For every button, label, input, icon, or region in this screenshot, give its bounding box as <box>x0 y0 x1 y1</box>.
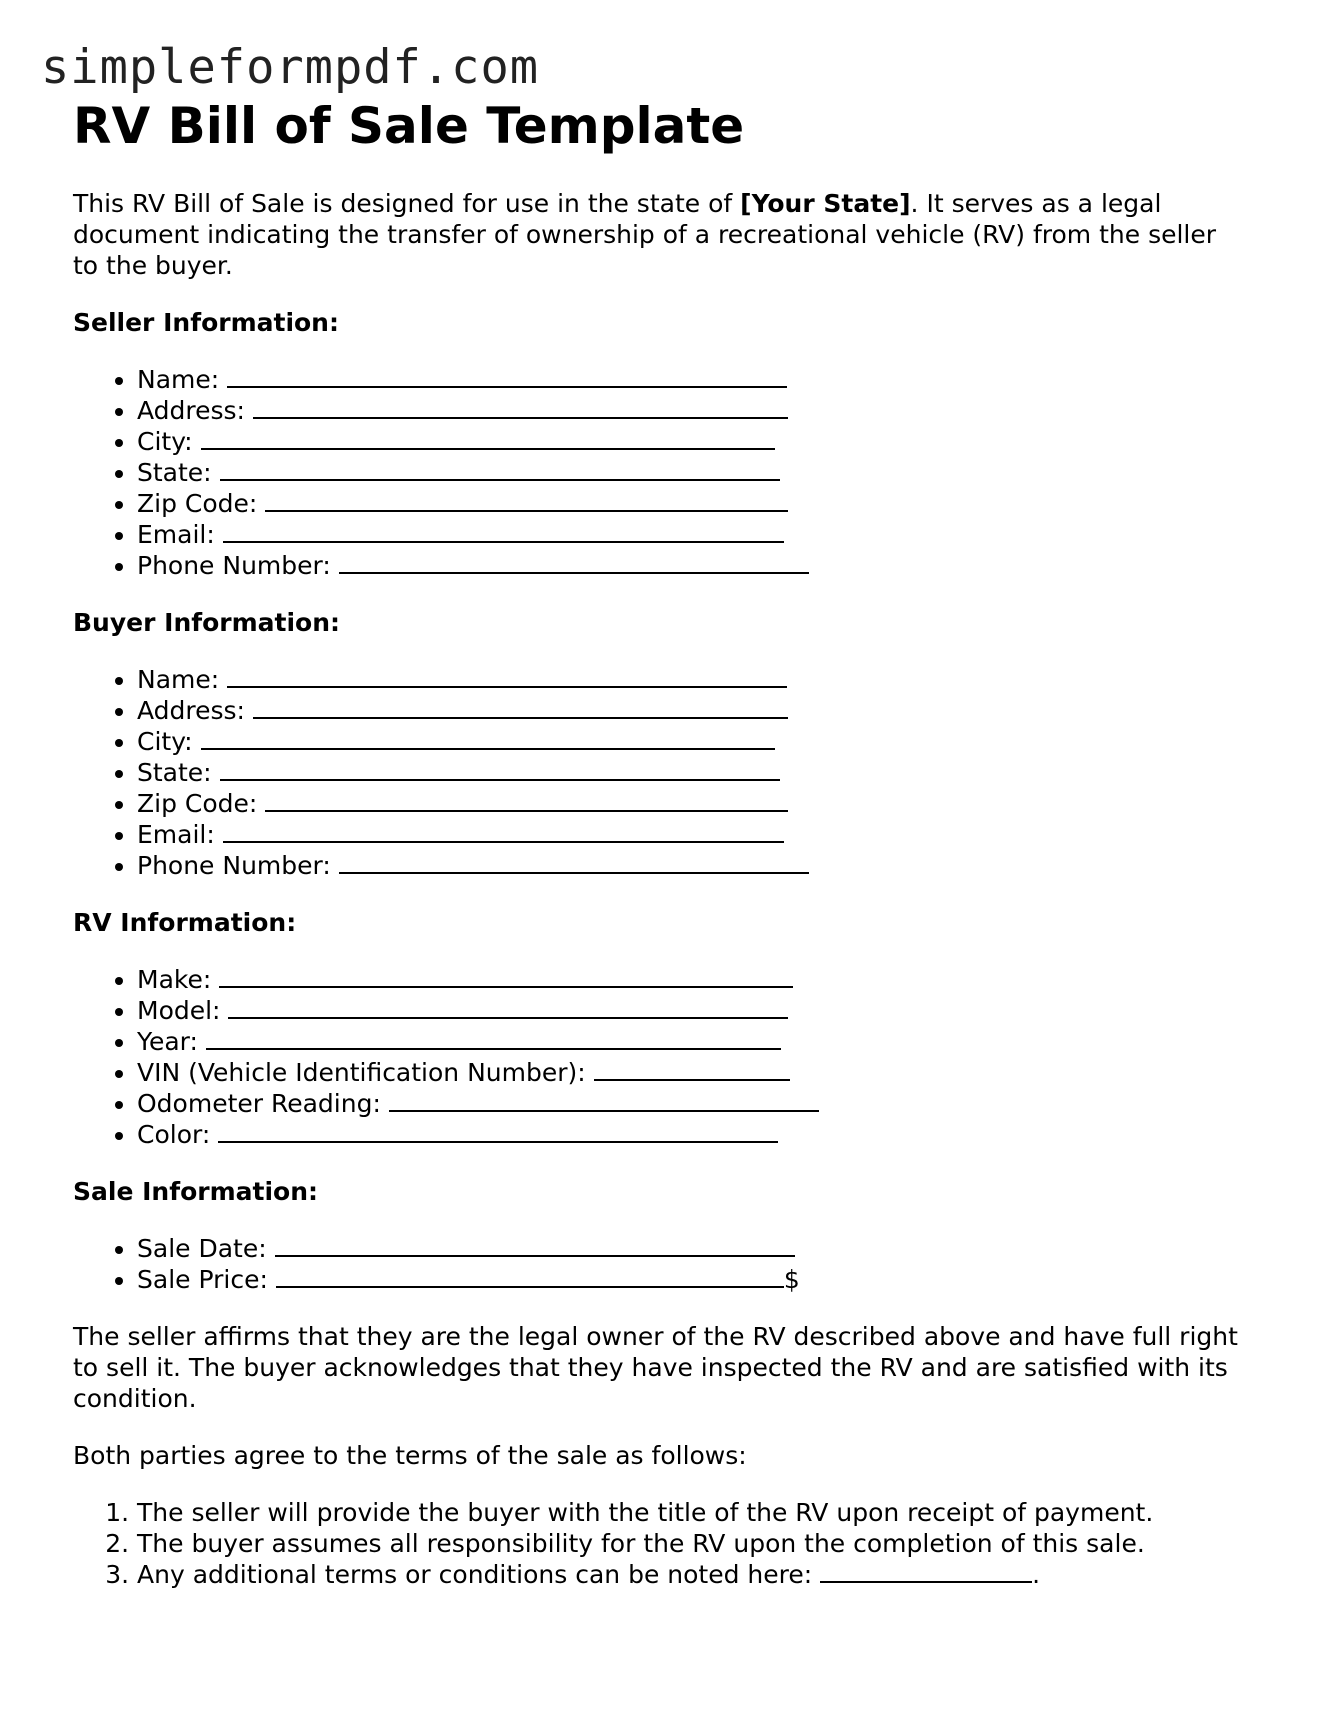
sale-date-item <box>137 1233 1253 1264</box>
rv-odometer-item <box>137 1088 1253 1119</box>
intro-text-1: This RV Bill of Sale is designed for use in the state of <box>73 189 741 218</box>
term-text: The seller will provide the buyer with the title of the RV upon receipt of payment. <box>137 1498 1154 1527</box>
seller-name-item <box>137 364 1253 395</box>
intro-paragraph <box>73 188 1223 281</box>
field-label: Phone Number: <box>137 851 331 880</box>
term-item <box>137 1497 1253 1528</box>
field-label: Sale Price: <box>137 1265 268 1294</box>
currency-symbol: $ <box>783 1265 800 1294</box>
field-label: City: <box>137 427 193 456</box>
field-label: Color: <box>137 1120 211 1149</box>
sale-heading: Sale Information: <box>73 1177 318 1206</box>
buyer-city-item <box>137 726 1253 757</box>
field-label: Sale Date: <box>137 1234 267 1263</box>
seller-address-blank[interactable] <box>253 395 788 419</box>
buyer-phone-blank[interactable] <box>339 850 809 874</box>
buyer-zip-item <box>137 788 1253 819</box>
term-text: Any additional terms or conditions can be noted here: <box>137 1560 813 1589</box>
additional-terms-blank[interactable] <box>820 1559 1032 1583</box>
buyer-email-blank[interactable] <box>223 819 784 843</box>
seller-zip-item <box>137 488 1253 519</box>
seller-heading: Seller Information: <box>73 308 339 337</box>
field-label: Phone Number: <box>137 551 331 580</box>
terms-intro: Both parties agree to the terms of the sale as follows: <box>73 1441 747 1470</box>
field-label: Odometer Reading: <box>137 1089 381 1118</box>
buyer-phone-item <box>137 850 1253 881</box>
buyer-state-item <box>137 757 1253 788</box>
field-label: Address: <box>137 396 245 425</box>
seller-email-item <box>137 519 1253 550</box>
term-end-punctuation: . <box>1032 1560 1041 1589</box>
field-label: State: <box>137 758 212 787</box>
rv-odometer-blank[interactable] <box>389 1088 819 1112</box>
rv-year-blank[interactable] <box>206 1026 781 1050</box>
rv-vin-blank[interactable] <box>594 1057 790 1081</box>
buyer-state-blank[interactable] <box>220 757 780 781</box>
rv-model-item <box>137 995 1253 1026</box>
field-label: State: <box>137 458 212 487</box>
affirmation-paragraph: The seller affirms that they are the legal owner of the RV described above and have full right to sell it. The buyer acknowledges that they have inspected the RV and are satisfied with its condition. <box>73 1322 1238 1413</box>
buyer-address-item <box>137 695 1253 726</box>
field-label: VIN (Vehicle Identification Number): <box>137 1058 586 1087</box>
field-label: Name: <box>137 665 220 694</box>
field-label: Zip Code: <box>137 489 258 518</box>
field-label: Zip Code: <box>137 789 258 818</box>
seller-phone-blank[interactable] <box>339 550 809 574</box>
buyer-city-blank[interactable] <box>201 726 775 750</box>
buyer-name-blank[interactable] <box>227 664 787 688</box>
field-label: City: <box>137 727 193 756</box>
watermark: simpleformpdf.com <box>41 40 540 95</box>
sale-price-blank[interactable] <box>276 1264 784 1288</box>
buyer-address-blank[interactable] <box>253 695 788 719</box>
rv-year-item <box>137 1026 1253 1057</box>
page-title: RV Bill of Sale Template <box>73 97 745 155</box>
seller-city-blank[interactable] <box>201 426 775 450</box>
field-label: Address: <box>137 696 245 725</box>
state-placeholder: [Your State] <box>740 189 911 218</box>
seller-state-item <box>137 457 1253 488</box>
field-label: Email: <box>137 520 215 549</box>
rv-color-blank[interactable] <box>218 1119 778 1143</box>
field-label: Email: <box>137 820 215 849</box>
seller-address-item <box>137 395 1253 426</box>
term-text: The buyer assumes all responsibility for the RV upon the completion of this sale. <box>137 1529 1145 1558</box>
field-label: Model: <box>137 996 221 1025</box>
rv-color-item <box>137 1119 1253 1150</box>
field-label: Year: <box>137 1027 198 1056</box>
buyer-fields <box>73 664 1253 881</box>
terms-list <box>73 1497 1253 1590</box>
seller-email-blank[interactable] <box>223 519 784 543</box>
field-label: Make: <box>137 965 212 994</box>
rv-heading: RV Information: <box>73 908 297 937</box>
intro-text-2: . It serves as a legal document indicating the transfer of ownership of a recreational vehicle (RV) from the seller to the buyer. <box>73 189 1217 280</box>
seller-fields <box>73 364 1253 581</box>
sale-date-blank[interactable] <box>275 1233 795 1257</box>
rv-model-blank[interactable] <box>228 995 788 1019</box>
rv-make-blank[interactable] <box>219 964 793 988</box>
seller-zip-blank[interactable] <box>265 488 788 512</box>
sale-price-item <box>137 1264 1253 1295</box>
buyer-name-item <box>137 664 1253 695</box>
term-item <box>137 1559 1253 1590</box>
seller-name-blank[interactable] <box>227 364 787 388</box>
rv-make-item <box>137 964 1253 995</box>
buyer-heading: Buyer Information: <box>73 608 341 637</box>
document-page <box>73 96 1253 1590</box>
seller-city-item <box>137 426 1253 457</box>
sale-fields <box>73 1233 1253 1295</box>
rv-fields <box>73 964 1253 1150</box>
field-label: Name: <box>137 365 220 394</box>
buyer-zip-blank[interactable] <box>265 788 788 812</box>
term-item <box>137 1528 1253 1559</box>
seller-phone-item <box>137 550 1253 581</box>
buyer-email-item <box>137 819 1253 850</box>
rv-vin-item <box>137 1057 1253 1088</box>
seller-state-blank[interactable] <box>220 457 780 481</box>
